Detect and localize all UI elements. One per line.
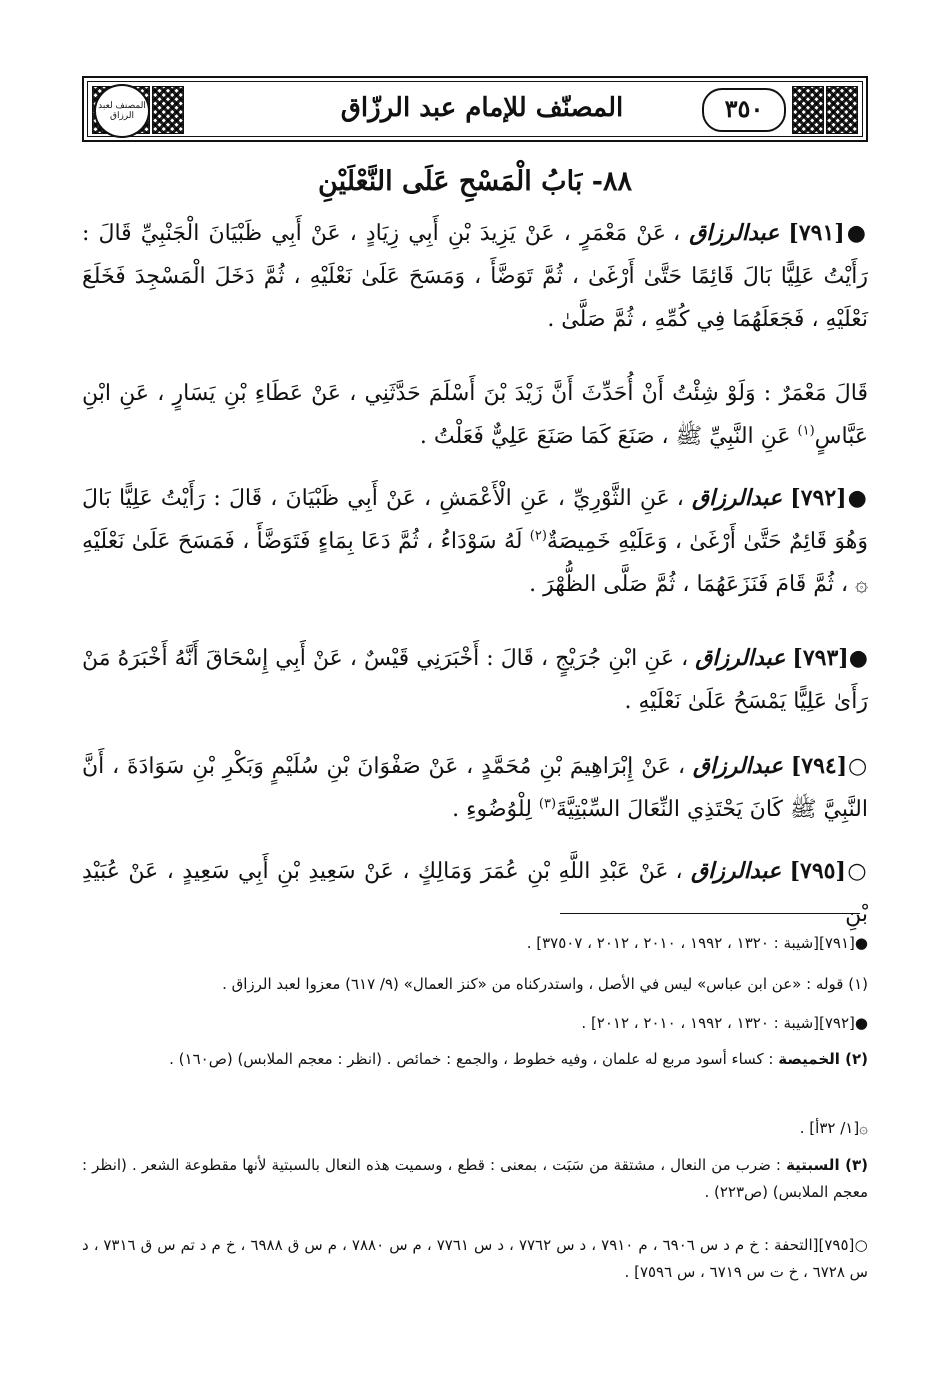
footnote-label: (٢) الخميصة — [778, 1050, 868, 1068]
hadith-text: ، عَنْ عَبْدِ اللَّهِ بْنِ عُمَرَ وَمَالِكٍ ، عَنْ سَعِيدِ بْنِ أَبِي سَعِيدٍ ، عَنْ عُبَيْدِ بْنِ — [82, 859, 868, 927]
footnote-791: ●[٧٩١][شيبة : ١٣٢٠ ، ١٩٩٢ ، ٢٠١٠ ، ٢٠١٢ ، ٣٧٥٠٧] . — [526, 934, 868, 952]
footnote-ref-3: (٣) — [538, 796, 557, 812]
seal-text: المصنف لعبد الرزاق — [98, 101, 146, 121]
hadith-text: ، عَنْ مَعْمَرٍ ، عَنْ يَزِيدَ بْنِ أَبِي زِيَادٍ ، عَنْ أَبِي ظَبْيَانَ الْجَنْبِيِّ قَالَ : رَأَيْتُ عَلِيًّا بَالَ قَائِمًا حَتَّىٰ أَرْغَىٰ ، ثُمَّ تَوَضَّأَ ، وَمَسَحَ عَلَىٰ نَعْلَيْهِ ، ثُمَّ دَخَلَ الْمَسْجِدَ فَخَلَعَ نَعْلَيْهِ ، فَجَعَلَهُمَا فِي كُمِّهِ ، ثُمَّ صَلَّىٰ . — [82, 221, 868, 332]
footnote-792: ●[٧٩٢][شيبة : ١٣٢٠ ، ١٩٩٢ ، ٢٠١٠ ، ٢٠١٢] . — [581, 1014, 868, 1032]
hadith-text: ، عَنِ ابْنِ جُرَيْجٍ ، قَالَ : أَخْبَرَنِي قَيْسٌ ، عَنْ أَبِي إِسْحَاقَ أَنَّهُ أَخْبَرَهُ مَنْ رَأَىٰ عَلِيًّا يَمْسَحُ عَلَىٰ نَعْلَيْهِ . — [82, 646, 868, 714]
hadith-792 — [82, 477, 868, 606]
hadith-marker: ○[٧٩٤] — [790, 753, 869, 779]
ornament-right-icon — [826, 86, 858, 134]
footnote-1: (١) قوله : «عن ابن عباس» ليس في الأصل ، واستدركناه من «كنز العمال» (٩/ ٦١٧) معزوا لعبد الرزاق . — [222, 975, 868, 993]
ornament-right-inner-icon — [792, 86, 824, 134]
footnote-ref-2: (٢) — [529, 528, 547, 544]
maamar-comment — [82, 372, 868, 458]
hadith-marker: ●[٧٩٣] — [792, 645, 869, 671]
hadith-794 — [82, 745, 868, 831]
footnote-795: ○[٧٩٥][التحفة : خ م د س ٦٩٠٦ ، م ٧٩١٠ ، د س ٧٧٦٢ ، د س ٧٧٦١ ، م س ٧٨٨٠ ، م س ق ٦٩٨٨ ، خ م د تم س ق ٧٣١٦ ، د س ٦٧٢٨ ، خ ت س ٦٧١٩ ، س ٧٥٩٦] . — [82, 1236, 868, 1281]
hadith-text-before: ، عَنْ إِبْرَاهِيمَ بْنِ مُحَمَّدٍ ، عَنْ صَفْوَانَ بْنِ سُلَيْمٍ وَبَكْرِ بْنِ سَوَادَةَ ، أَنَّ النَّبِيَّ ﷺ كَانَ يَحْتَذِي النِّعَالَ السِّبْتِيَّةَ — [82, 754, 868, 822]
seal-logo-icon — [94, 84, 150, 138]
footnote-separator — [560, 913, 860, 914]
hadith-marker: ○[٧٩٥] — [789, 858, 868, 884]
hadith-793 — [82, 637, 868, 723]
comment-text-after: عَنِ النَّبِيِّ ﷺ ، صَنَعَ كَمَا صَنَعَ عَلِيٌّ فَعَلْتُ . — [419, 424, 791, 449]
hadith-text-after: لَهُ سَوْدَاءُ ، ثُمَّ دَعَا بِمَاءٍ فَتَوَضَّأَ ، فَمَسَحَ عَلَىٰ نَعْلَيْهِ ۞ ، ثُمَّ قَامَ فَنَزَعَهُمَا ، ثُمَّ صَلَّى الظُّهْرَ . — [82, 529, 868, 597]
footnote-label: (٣) السبتية — [786, 1156, 868, 1174]
footnote-text: : ضرب من النعال ، مشتقة من سَبَت ، بمعنى : قطع ، وسميت هذه النعال بالسبتية لأنها مقطوعة الشعر . (انظر : معجم الملابس) (ص٢٢٣) . — [82, 1156, 868, 1201]
chapter-title: ٨٨- بَابُ الْمَسْحِ عَلَى النَّعْلَيْنِ — [318, 166, 632, 197]
hadith-791 — [82, 212, 868, 341]
narrator: عبدالرزاق — [695, 645, 786, 671]
hadith-marker: ●[٧٩٢] — [790, 485, 869, 511]
footnote-manuscript-ref: ۞[١/ ٣٢أ] . — [799, 1119, 868, 1137]
ornament-left-inner-icon — [152, 86, 184, 134]
hadith-795 — [82, 850, 868, 936]
hadith-text-after: لِلْوُضُوءِ . — [452, 797, 532, 822]
footnote-ref-1: (١) — [797, 423, 815, 439]
hadith-text-before: ، عَنِ الثَّوْرِيِّ ، عَنِ الْأَعْمَشِ ، عَنْ أَبِي ظَبْيَانَ ، قَالَ : رَأَيْتُ عَلِيًّا بَالَ وَهُوَ قَائِمٌ حَتَّىٰ أَرْغَىٰ ، وَعَلَيْهِ خَمِيصَةٌ — [82, 486, 868, 554]
narrator: عبدالرزاق — [692, 485, 783, 511]
narrator: عبدالرزاق — [692, 753, 783, 779]
narrator: عبدالرزاق — [689, 220, 780, 246]
footnote-text: : كساء أسود مربع له علمان ، وفيه خطوط ، والجمع : خمائص . (انظر : معجم الملابس) (ص١٦٠) . — [169, 1050, 774, 1068]
footnote-3 — [82, 1152, 868, 1206]
hadith-marker: ●[٧٩١] — [788, 220, 869, 246]
book-title: المصنّف للإمام عبد الرزّاق — [340, 93, 624, 123]
footnote-2 — [82, 1046, 868, 1073]
comment-text-before: قَالَ مَعْمَرٌ : وَلَوْ شِئْتُ أَنْ أُحَدِّثَ أَنَّ زَيْدَ بْنَ أَسْلَمَ حَدَّثَنِي ، عَنْ عَطَاءِ بْنِ يَسَارٍ ، عَنِ ابْنِ عَبَّاسٍ — [82, 381, 868, 449]
narrator: عبدالرزاق — [691, 858, 782, 884]
page-header — [82, 76, 868, 142]
page-number: ٣٥٠ — [702, 88, 786, 132]
